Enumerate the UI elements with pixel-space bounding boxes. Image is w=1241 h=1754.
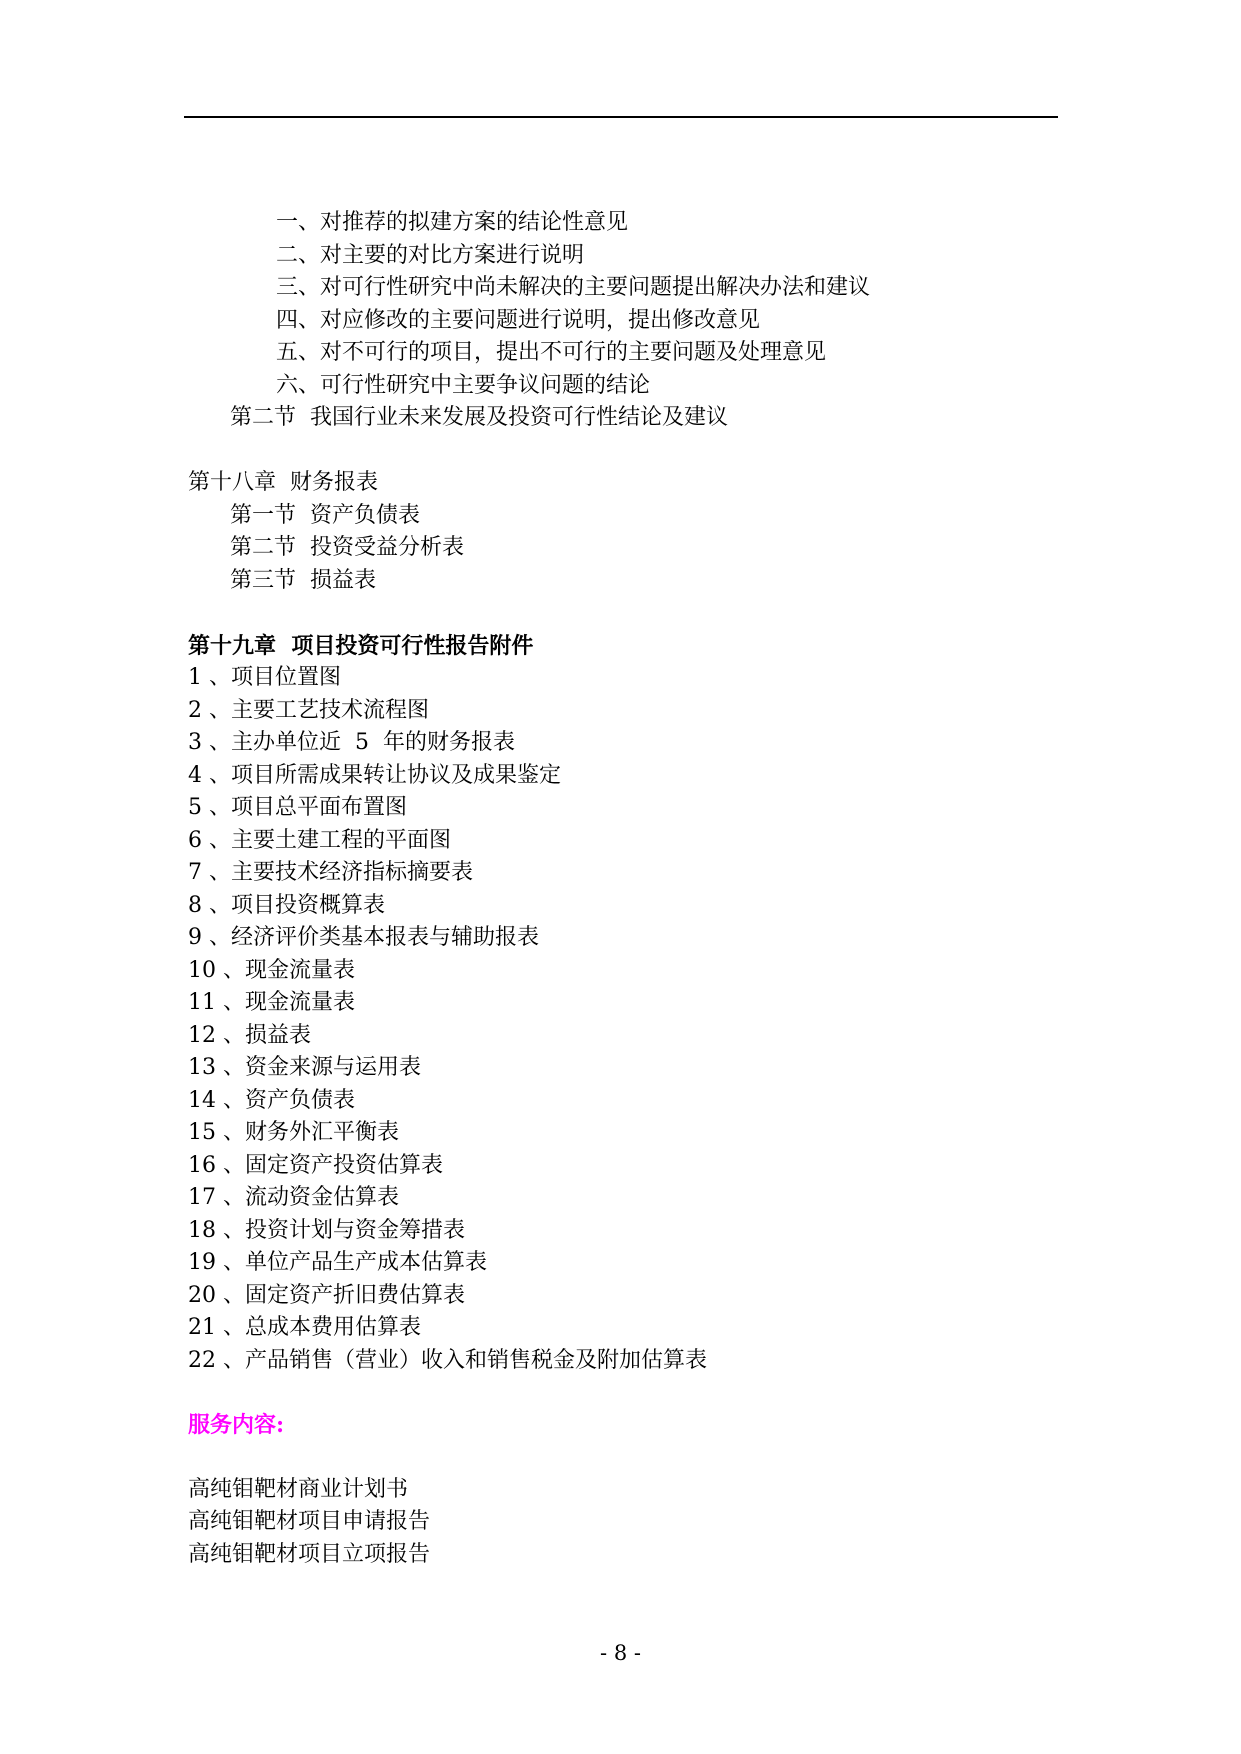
section-heading: 第一节 资产负债表 <box>230 503 420 528</box>
chapter-heading: 第十九章 项目投资可行性报告附件 <box>188 633 534 659</box>
appendix-item: 4 、项目所需成果转让协议及成果鉴定 <box>188 763 561 788</box>
appendix-item: 7 、主要技术经济指标摘要表 <box>188 860 473 885</box>
appendix-item: 17 、流动资金估算表 <box>188 1185 399 1210</box>
service-item: 高纯钼靶材项目申请报告 <box>188 1509 431 1534</box>
service-item: 高纯钼靶材项目立项报告 <box>188 1542 431 1567</box>
appendix-item: 19 、单位产品生产成本估算表 <box>188 1250 487 1275</box>
appendix-item: 9 、经济评价类基本报表与辅助报表 <box>188 925 539 950</box>
appendix-item: 8 、项目投资概算表 <box>188 893 385 918</box>
appendix-item: 21 、总成本费用估算表 <box>188 1315 421 1340</box>
appendix-item: 15 、财务外汇平衡表 <box>188 1120 399 1145</box>
conclusion-item: 四、对应修改的主要问题进行说明，提出修改意见 <box>276 308 761 333</box>
appendix-item: 14 、资产负债表 <box>188 1088 355 1113</box>
section-heading: 第二节 投资受益分析表 <box>230 535 464 560</box>
appendix-item: 6 、主要土建工程的平面图 <box>188 828 451 853</box>
appendix-item: 3 、主办单位近 5 年的财务报表 <box>188 730 515 755</box>
appendix-item: 10 、现金流量表 <box>188 958 355 983</box>
conclusion-item: 五、对不可行的项目，提出不可行的主要问题及处理意见 <box>276 340 827 365</box>
conclusion-item: 六、可行性研究中主要争议问题的结论 <box>276 373 651 398</box>
appendix-item: 11 、现金流量表 <box>188 990 355 1015</box>
header-rule <box>184 116 1058 118</box>
appendix-item: 13 、资金来源与运用表 <box>188 1055 421 1080</box>
conclusion-item: 三、对可行性研究中尚未解决的主要问题提出解决办法和建议 <box>276 275 871 300</box>
chapter-heading: 第十八章 财务报表 <box>188 470 378 495</box>
appendix-item: 12 、损益表 <box>188 1023 311 1048</box>
section-heading: 第三节 损益表 <box>230 568 376 593</box>
appendix-item: 2 、主要工艺技术流程图 <box>188 698 429 723</box>
page-number: - 8 - <box>600 1641 641 1665</box>
appendix-item: 1 、项目位置图 <box>188 665 341 690</box>
appendix-item: 5 、项目总平面布置图 <box>188 795 407 820</box>
section-heading: 第二节 我国行业未来发展及投资可行性结论及建议 <box>230 405 728 430</box>
appendix-item: 20 、固定资产折旧费估算表 <box>188 1283 465 1308</box>
appendix-item: 22 、产品销售（营业）收入和销售税金及附加估算表 <box>188 1348 707 1373</box>
services-heading: 服务内容: <box>188 1412 285 1438</box>
appendix-item: 16 、固定资产投资估算表 <box>188 1153 443 1178</box>
appendix-item: 18 、投资计划与资金筹措表 <box>188 1218 465 1243</box>
service-item: 高纯钼靶材商业计划书 <box>188 1477 409 1502</box>
conclusion-item: 二、对主要的对比方案进行说明 <box>276 243 585 268</box>
conclusion-item: 一、对推荐的拟建方案的结论性意见 <box>276 210 629 235</box>
